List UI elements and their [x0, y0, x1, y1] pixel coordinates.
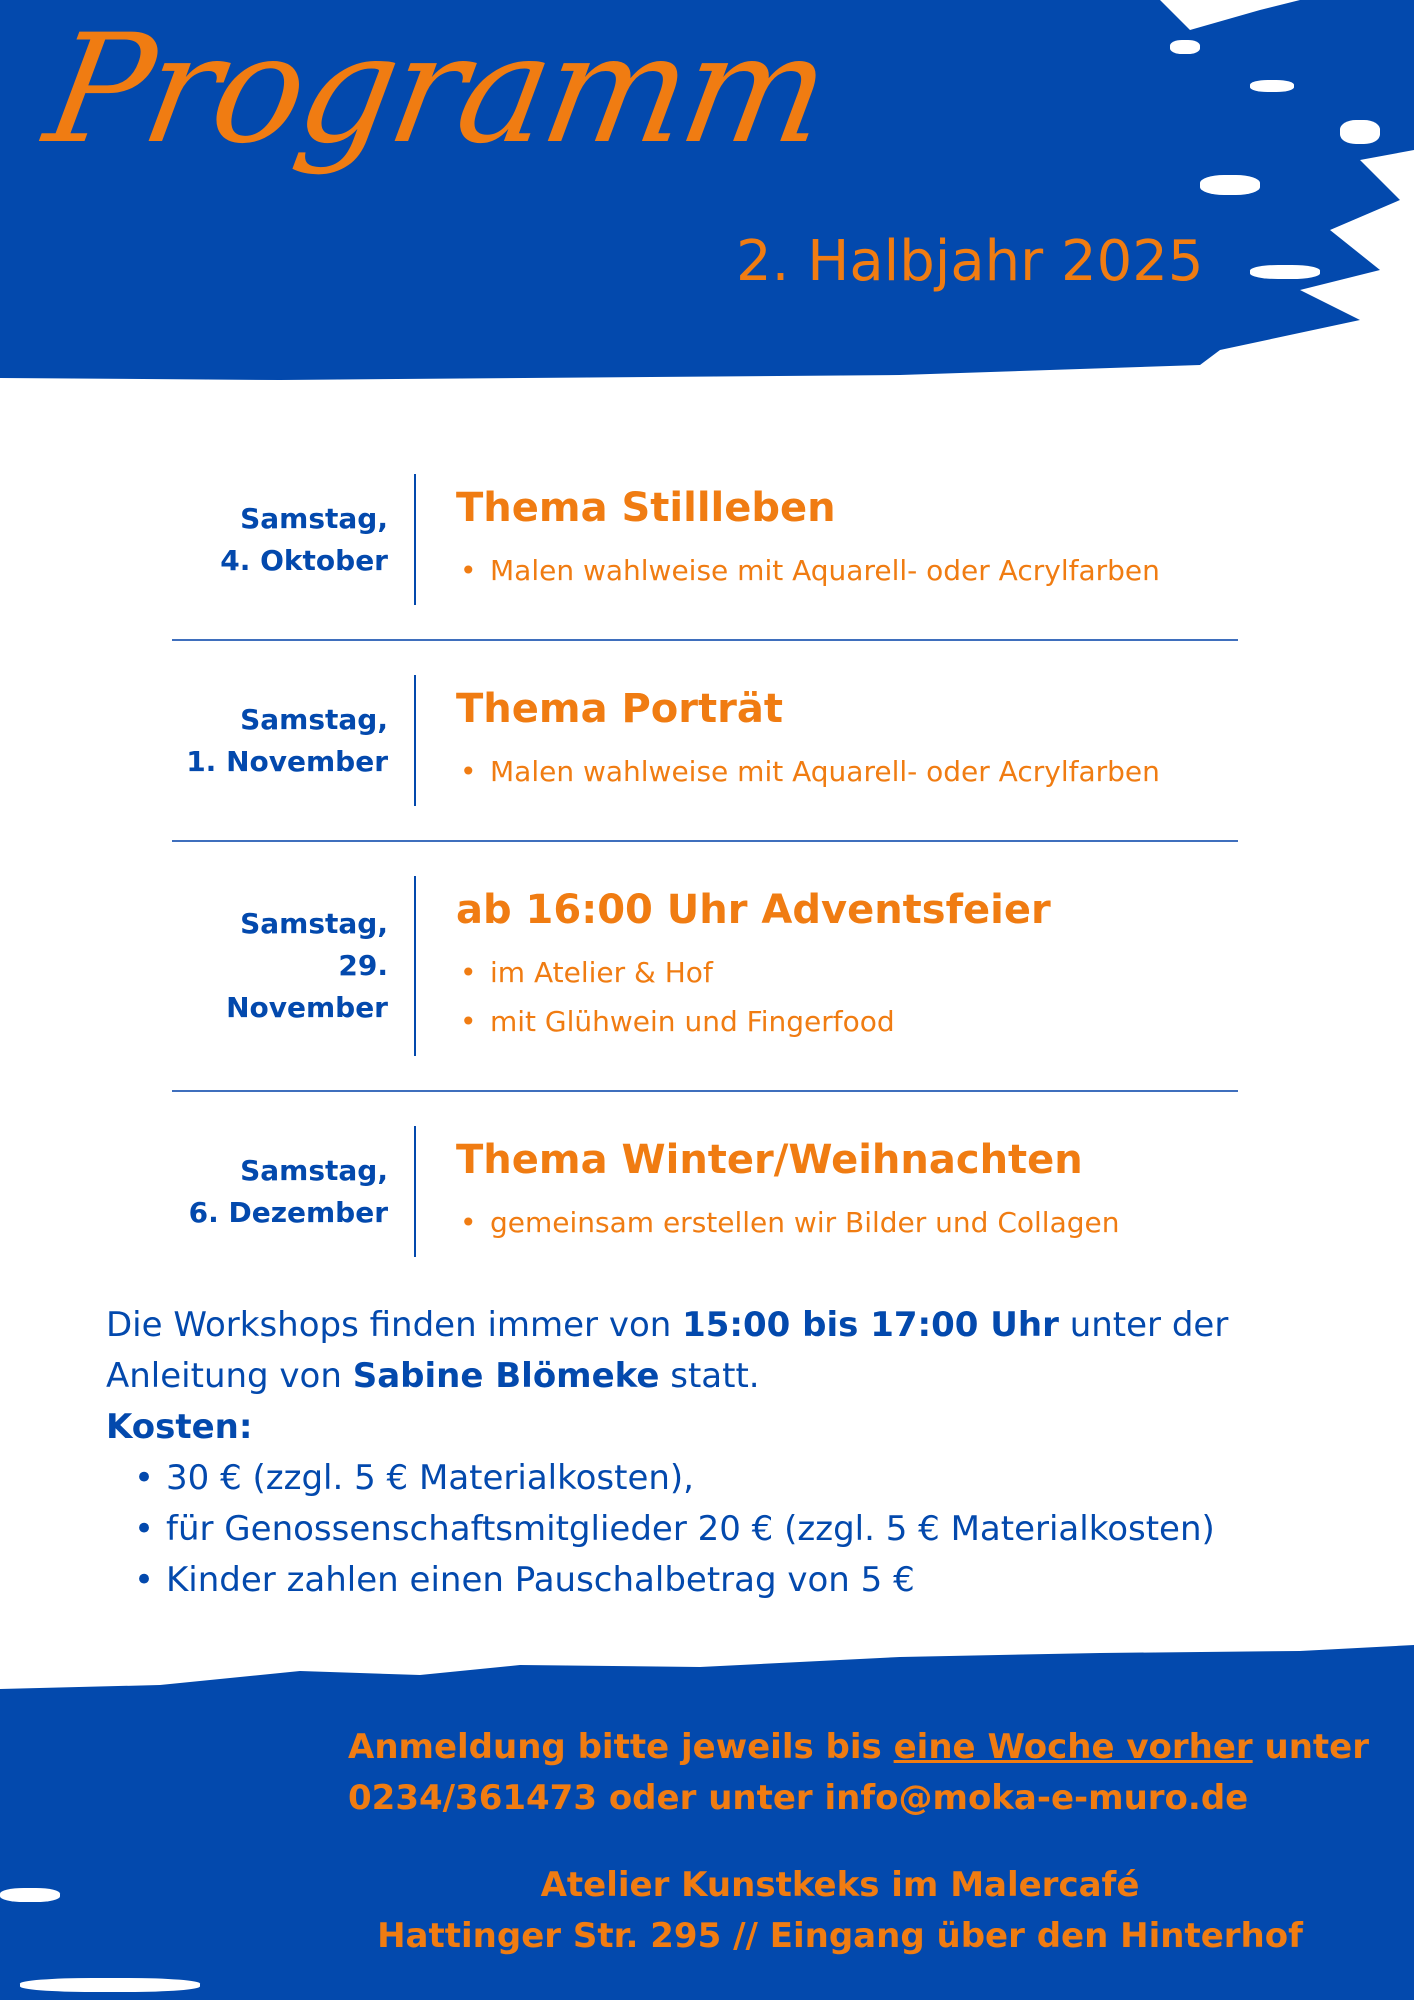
event-bullets — [456, 1198, 1238, 1247]
venue-address — [300, 1860, 1380, 1962]
paint-splash-decoration — [1170, 40, 1200, 54]
event-date-value: 1. November — [186, 744, 388, 778]
event-bullet: • gemeinsam erstellen wir Bilder und Collagen — [456, 1198, 1238, 1247]
cost-item: • Kinder zahlen einen Pauschalbetrag von 5 € — [126, 1555, 1346, 1606]
event-bullet: • Malen wahlweise mit Aquarell- oder Acrylfarben — [456, 747, 1238, 796]
event-bullet: • Malen wahlweise mit Aquarell- oder Acrylfarben — [456, 546, 1238, 595]
workshop-time: 15:00 bis 17:00 Uhr — [682, 1305, 1059, 1345]
event-day: Samstag, — [240, 501, 388, 535]
cost-item: • für Genossenschaftsmitglieder 20 € (zzgl. 5 € Materialkosten) — [126, 1504, 1346, 1555]
event-bullet: • mit Glühwein und Fingerfood — [456, 997, 1238, 1046]
venue-name: Atelier Kunstkeks im Malercafé — [540, 1865, 1140, 1905]
event-details — [414, 474, 1238, 605]
event-title: Thema Porträt — [456, 686, 783, 732]
event-date — [170, 498, 414, 582]
street-address: Hattinger Str. 295 // Eingang über den Hinterhof — [377, 1916, 1303, 1956]
event-entry — [170, 671, 1238, 810]
registration-contact: unter 0234/361473 oder unter info@moka-e-muro.de — [348, 1727, 1369, 1818]
event-date-value: 4. Oktober — [220, 543, 388, 577]
description-text: unter der Anleitung von — [106, 1305, 1229, 1396]
event-day: Samstag, — [240, 907, 388, 940]
page-title: Programm — [34, 3, 839, 177]
event-entry — [170, 872, 1238, 1060]
event-details — [414, 876, 1238, 1056]
description-text: Die Workshops finden immer von — [106, 1305, 683, 1345]
teacher-name: Sabine Blömeke — [352, 1356, 660, 1396]
event-bullets — [456, 747, 1238, 796]
event-title: Thema Stillleben — [456, 485, 836, 531]
event-day: Samstag, — [240, 702, 388, 736]
paint-splash-decoration — [1250, 265, 1320, 279]
paint-splash-decoration — [1340, 120, 1380, 144]
registration-info — [348, 1722, 1378, 1824]
event-divider — [172, 840, 1238, 842]
event-date — [170, 1150, 414, 1234]
costs-heading: Kosten: — [106, 1407, 253, 1447]
costs-list — [106, 1453, 1346, 1606]
paint-splash-decoration — [20, 1978, 200, 1992]
paint-splash-decoration — [0, 1888, 60, 1902]
paint-splash-decoration — [1200, 175, 1260, 195]
event-divider — [172, 1090, 1238, 1092]
event-title: Thema Winter/Weihnachten — [456, 1137, 1083, 1183]
workshop-description — [106, 1300, 1346, 1402]
event-date — [170, 903, 414, 1029]
cost-item: • 30 € (zzgl. 5 € Materialkosten), — [126, 1453, 1346, 1504]
event-schedule — [170, 470, 1238, 1261]
event-bullets — [456, 948, 1238, 1046]
workshop-info — [106, 1300, 1346, 1606]
event-title: ab 16:00 Uhr Adventsfeier — [456, 887, 1051, 933]
event-bullet: • im Atelier & Hof — [456, 948, 1238, 997]
event-details — [414, 675, 1238, 806]
registration-text: Anmeldung bitte jeweils bis — [348, 1727, 894, 1767]
event-bullets — [456, 546, 1238, 595]
event-entry — [170, 470, 1238, 609]
description-text: statt. — [659, 1356, 760, 1396]
event-date-value: 29. November — [226, 949, 388, 1024]
event-details — [414, 1126, 1238, 1257]
event-entry — [170, 1122, 1238, 1261]
event-date-value: 6. Dezember — [188, 1195, 388, 1229]
page-subtitle: 2. Halbjahr 2025 — [736, 229, 1204, 294]
registration-deadline: eine Woche vorher — [893, 1727, 1253, 1767]
event-divider — [172, 639, 1238, 641]
paint-splash-decoration — [1250, 80, 1294, 92]
event-date — [170, 699, 414, 783]
event-day: Samstag, — [240, 1153, 388, 1187]
